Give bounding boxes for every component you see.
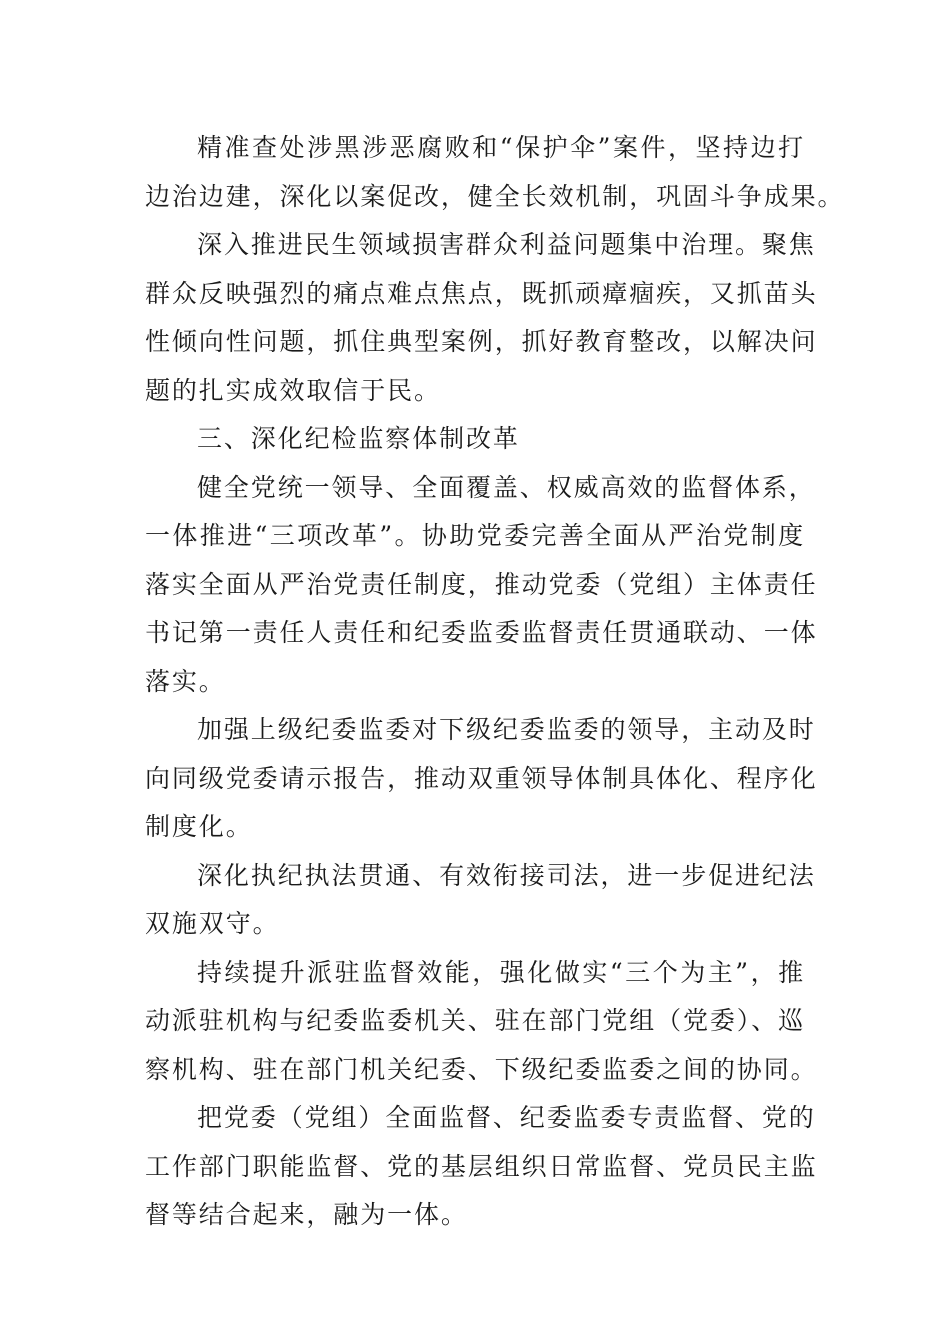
text-line: 深化执纪执法贯通、有效衔接司法，进一步促进纪法	[197, 860, 816, 890]
paragraph-scwe-cases	[145, 124, 845, 221]
section-heading: 三、深化纪检监察体制改革	[197, 424, 520, 453]
text-line: 一体推进“三项改革”。协助党委完善全面从严治党制度	[145, 521, 805, 550]
text-line: 制度化。	[145, 812, 253, 841]
paragraph-discipline-law	[145, 852, 816, 949]
text-line: 动派驻机构与纪委监委机关、驻在部门党组（党委）、巡	[145, 1006, 806, 1035]
text-line: 双施双守。	[145, 909, 280, 938]
text-line: 性倾向性问题，抓住典型案例，抓好教育整改，以解决问	[145, 327, 818, 356]
text-line: 边治边建，深化以案促改，健全长效机制，巩固斗争成果。	[145, 181, 845, 211]
text-line: 深入推进民生领域损害群众利益问题集中治理。聚焦	[197, 230, 816, 259]
paragraph-supervision-system	[145, 464, 818, 707]
text-line: 持续提升派驻监督效能，强化做实“三个为主”，推	[197, 957, 805, 987]
paragraph-stationed-supervision	[145, 949, 818, 1095]
text-line: 落实。	[145, 666, 226, 696]
text-line: 精准查处涉黑涉恶腐败和“保护伞”案件，坚持边打	[197, 133, 805, 162]
text-line: 向同级党委请示报告，推动双重领导体制具体化、程序化	[145, 763, 818, 793]
text-line: 题的扎实成效取信于民。	[145, 375, 441, 405]
text-line: 察机构、驻在部门机关纪委、下级纪委监委之间的协同。	[145, 1054, 818, 1084]
text-line: 群众反映强烈的痛点难点焦点，既抓顽瘴痼疾，又抓苗头	[145, 278, 818, 308]
text-line: 健全党统一领导、全面覆盖、权威高效的监督体系，	[197, 472, 816, 502]
text-line: 书记第一责任人责任和纪委监委监督责任贯通联动、一体	[145, 618, 818, 647]
text-line: 加强上级纪委监委对下级纪委监委的领导，主动及时	[197, 715, 816, 744]
text-line: 工作部门职能监督、党的基层组织日常监督、党员民主监	[145, 1151, 818, 1181]
paragraph-leadership	[145, 706, 818, 852]
paragraph-livelihood-governance	[145, 221, 818, 415]
text-line: 落实全面从严治党责任制度，推动党委（党组）主体责任	[145, 569, 818, 599]
document-page	[145, 124, 845, 1240]
text-line: 督等结合起来，融为一体。	[145, 1200, 468, 1229]
text-line: 把党委（党组）全面监督、纪委监委专责监督、党的	[197, 1103, 816, 1132]
paragraph-integrated-supervision	[145, 1094, 818, 1240]
